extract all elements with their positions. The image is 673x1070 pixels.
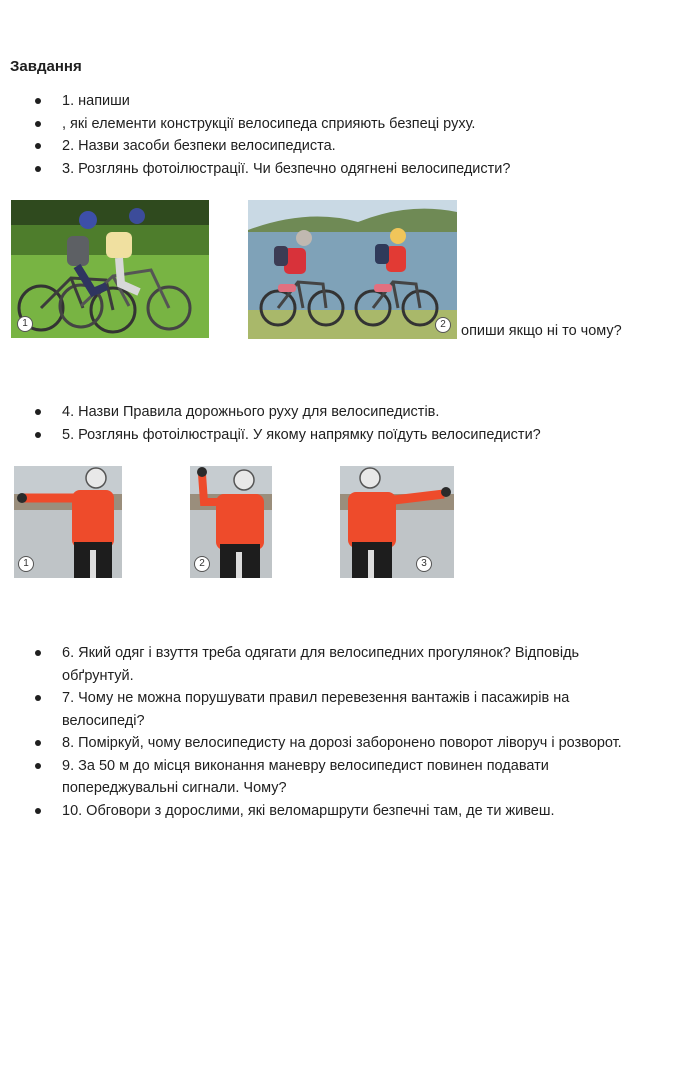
page-title: Завдання bbox=[10, 58, 82, 75]
photo-signal-left-arm bbox=[14, 466, 122, 578]
list-item: 3. Розглянь фотоілюстрації. Чи безпечно одягнені велосипедисти? bbox=[0, 158, 652, 181]
handwritten-note: опиши якщо ні то чому? bbox=[461, 323, 622, 339]
list-item: 10. Обговори з дорослими, які веломаршрути безпечні там, де ти живеш. bbox=[0, 800, 652, 823]
list-item: 8. Поміркуй, чому велосипедисту на дорозі заборонено поворот ліворуч і розворот. bbox=[0, 732, 652, 755]
photo-number-badge: 1 bbox=[17, 316, 33, 332]
photo-number-badge: 1 bbox=[18, 556, 34, 572]
list-item: , які елементи конструкції велосипеда сприяють безпеці руху. bbox=[0, 113, 652, 136]
task-list-1 bbox=[0, 90, 652, 180]
photo-cyclists-lake bbox=[248, 200, 457, 339]
photo-cyclists-park bbox=[11, 200, 209, 338]
photo-number-badge: 2 bbox=[194, 556, 210, 572]
list-item: 7. Чому не можна порушувати правил перевезення вантажів і пасажирів на велосипеді? bbox=[0, 687, 652, 732]
list-item: 1. напиши bbox=[0, 90, 652, 113]
task-list-2 bbox=[0, 401, 652, 446]
photo-signal-raised-arm bbox=[190, 466, 272, 578]
photo-number-badge: 2 bbox=[435, 317, 451, 333]
list-item: 6. Який одяг і взуття треба одягати для велосипедних прогулянок? Відповідь обґрунтуй. bbox=[0, 642, 652, 687]
list-item: 9. За 50 м до місця виконання маневру велосипедист повинен подавати попереджувальні сигнали. Чому? bbox=[0, 755, 652, 800]
photo-signal-right-arm bbox=[340, 466, 454, 578]
photo-number-badge: 3 bbox=[416, 556, 432, 572]
list-item: 2. Назви засоби безпеки велосипедиста. bbox=[0, 135, 652, 158]
task-list-3 bbox=[0, 642, 652, 822]
list-item: 5. Розглянь фотоілюстрації. У якому напрямку поїдуть велосипедисти? bbox=[0, 424, 652, 447]
list-item: 4. Назви Правила дорожнього руху для велосипедистів. bbox=[0, 401, 652, 424]
